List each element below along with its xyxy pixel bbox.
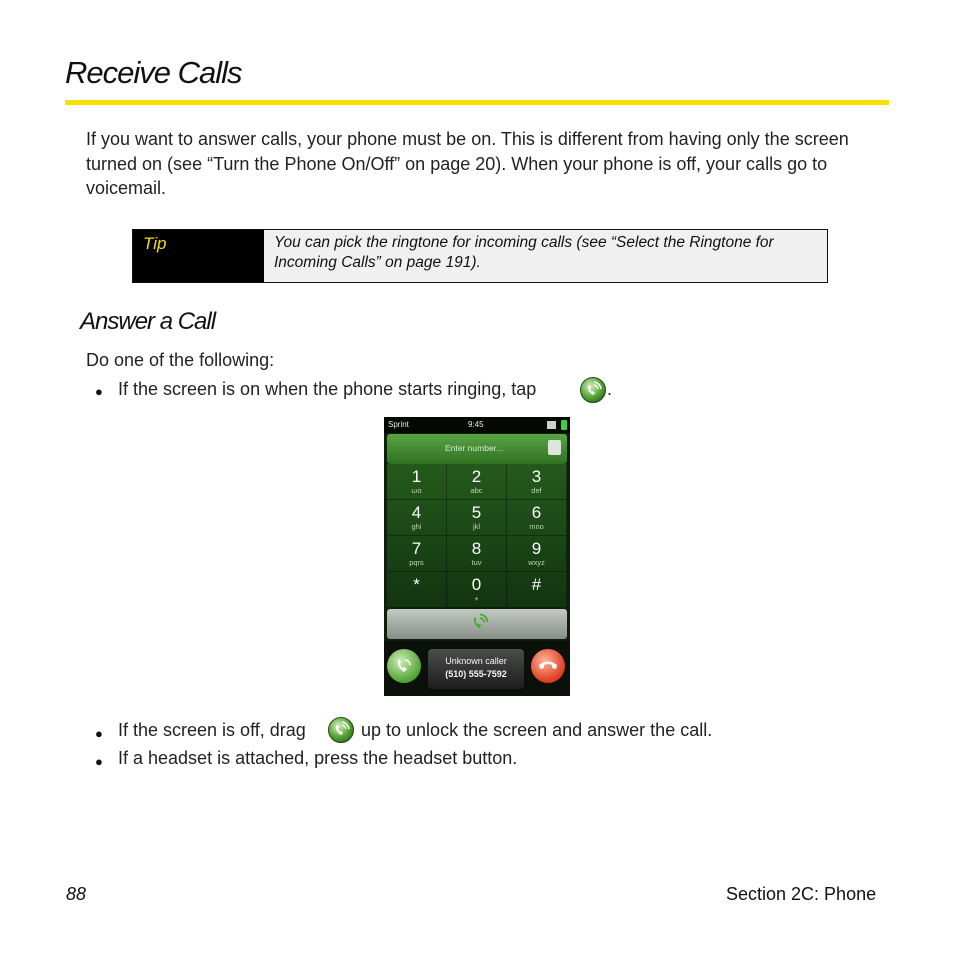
section-heading: Answer a Call — [80, 308, 216, 335]
phone-talk-icon — [580, 377, 606, 408]
caller-number: (510) 555-7592 — [445, 669, 507, 679]
key-letters: ωo — [411, 486, 422, 495]
answer-call-button[interactable] — [387, 649, 421, 683]
key-4[interactable] — [387, 500, 447, 536]
incoming-call-bar — [384, 641, 570, 696]
key-3[interactable] — [507, 464, 567, 500]
bullet-1-suffix: . — [607, 379, 613, 399]
bullet-marker: ● — [95, 726, 103, 741]
tip-text: You can pick the ringtone for incoming calls (see “Select the Ringtone for Incoming Calls” on page 191). — [274, 234, 774, 271]
caller-name: Unknown caller — [445, 656, 507, 666]
key-letters: jkl — [472, 522, 481, 531]
key-letters: def — [531, 486, 542, 495]
key-star[interactable] — [387, 572, 447, 608]
signal-icon — [547, 421, 556, 429]
phone-talk-icon — [468, 612, 490, 634]
key-9[interactable] — [507, 536, 567, 572]
phone-talk-icon — [328, 717, 354, 748]
key-digit: 5 — [471, 503, 482, 522]
bullet-2-suffix: up to unlock the screen and answer the call. — [361, 720, 713, 740]
phone-screenshot — [384, 417, 570, 696]
key-digit: 0 — [471, 575, 482, 594]
key-hash[interactable] — [507, 572, 567, 608]
carrier-label: Sprint — [388, 420, 409, 429]
tip-label: Tip — [143, 234, 167, 253]
bullet-1-text: If the screen is on when the phone starts ringing, tap — [118, 379, 537, 399]
key-digit: 8 — [471, 539, 482, 558]
tip-box — [132, 229, 828, 283]
key-2[interactable] — [447, 464, 507, 500]
key-letters: ghi — [411, 522, 422, 531]
key-letters: pqrs — [409, 558, 424, 567]
key-0[interactable] — [447, 572, 507, 608]
key-digit: * — [413, 575, 420, 594]
ignore-call-button[interactable] — [531, 649, 565, 683]
dial-call-button[interactable] — [387, 609, 567, 639]
key-6[interactable] — [507, 500, 567, 536]
key-digit: 7 — [411, 539, 422, 558]
bullet-marker: ● — [95, 754, 103, 769]
title-rule — [65, 100, 889, 105]
status-bar — [384, 417, 570, 433]
status-time: 9:45 — [468, 420, 484, 429]
key-digit: 4 — [411, 503, 422, 522]
number-placeholder: Enter number... — [445, 443, 504, 453]
contact-icon[interactable] — [548, 440, 561, 455]
key-digit: # — [531, 575, 542, 594]
number-field[interactable] — [387, 434, 567, 464]
key-letters: + — [474, 594, 479, 603]
key-digit: 9 — [531, 539, 542, 558]
key-letters: abc — [470, 486, 483, 495]
hang-up-icon — [538, 658, 558, 674]
key-1[interactable] — [387, 464, 447, 500]
dial-keypad — [387, 464, 567, 608]
page-number: 88 — [66, 884, 87, 904]
key-8[interactable] — [447, 536, 507, 572]
key-digit: 1 — [411, 467, 422, 486]
battery-icon — [561, 420, 567, 430]
key-digit: 3 — [531, 467, 542, 486]
section-footer: Section 2C: Phone — [726, 884, 877, 904]
tip-label-cell — [133, 230, 264, 282]
bullet-marker: ● — [95, 384, 103, 399]
bullet-3-text: If a headset is attached, press the headset button. — [118, 748, 518, 768]
intro-paragraph: If you want to answer calls, your phone must be on. This is different from having only the screen turned on (see “Turn the Phone On/Off” on page 20). When your phone is off, your calls go to voicemail. — [86, 129, 849, 198]
key-5[interactable] — [447, 500, 507, 536]
lead-text: Do one of the following: — [86, 350, 275, 370]
key-7[interactable] — [387, 536, 447, 572]
key-letters: tuv — [471, 558, 482, 567]
caller-info — [428, 649, 524, 689]
phone-talk-icon — [394, 656, 414, 676]
key-digit: 2 — [471, 467, 482, 486]
key-letters: wxyz — [528, 558, 545, 567]
key-letters: mno — [529, 522, 544, 531]
key-digit: 6 — [531, 503, 542, 522]
page-title: Receive Calls — [65, 55, 242, 90]
bullet-2-text: If the screen is off, drag — [118, 720, 306, 740]
